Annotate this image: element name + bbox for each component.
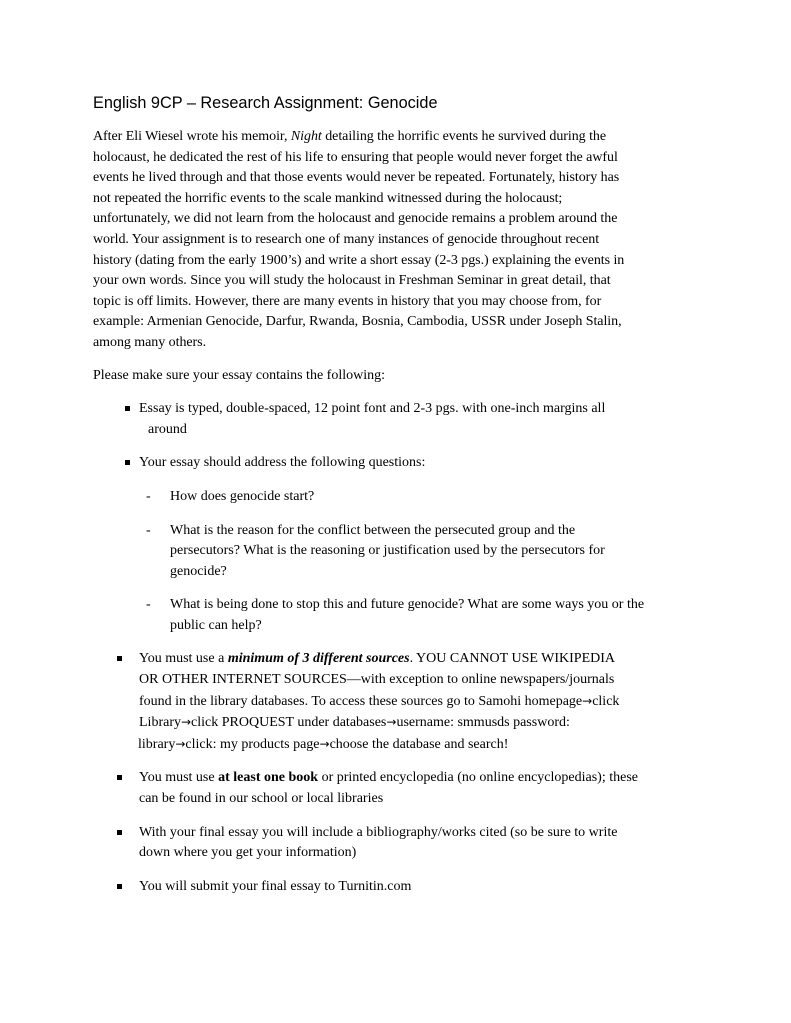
intro-line: your own words. Since you will study the holocaust in Freshman Seminar in great detail, that [93, 273, 611, 289]
square-bullet-icon [117, 884, 122, 889]
square-bullet-icon [125, 406, 130, 411]
intro-line: After Eli Wiesel wrote his memoir, Night detailing the horrific events he survived during the [93, 129, 607, 144]
intro-line: example: Armenian Genocide, Darfur, Rwanda, Bosnia, Cambodia, USSR under Joseph Stalin, [93, 314, 622, 330]
right-arrow-icon: → [582, 693, 593, 708]
intro-line: topic is off limits. However, there are many events in history that you may choose from, for [93, 293, 602, 309]
document-page [93, 92, 708, 910]
requirements-intro: Please make sure your essay contains the following: [93, 367, 385, 383]
dash-bullet-icon: - [146, 522, 151, 538]
right-arrow-icon: → [180, 715, 192, 730]
emphasis-min-sources: minimum of 3 different sources [227, 651, 410, 667]
intro-line: holocaust, he dedicated the rest of his life to ensuring that people would never forget the awful [93, 149, 618, 165]
requirement-submit: You will submit your final essay to Turnitin.com [93, 877, 708, 898]
book-title-night: Night [290, 129, 322, 144]
right-arrow-icon: → [319, 736, 330, 751]
question-item: - What is the reason for the conflict between the persecuted group and the persecutors? What is the reasoning or justification used by the persecutors for genocide? [146, 522, 605, 579]
requirement-book: You must use at least one book or printed encyclopedia (no online encyclopedias); these can be found in our school or local libraries [93, 768, 708, 809]
question-item: - What is being done to stop this and future genocide? What are some ways you or the public can help? [146, 597, 645, 633]
intro-line: history (dating from the early 1900’s) and write a short essay (2-3 pgs.) explaining the events in [93, 252, 625, 268]
requirement-questions: Your essay should address the following questions: [93, 453, 708, 474]
dash-bullet-icon: - [146, 597, 151, 613]
requirement-bibliography: With your final essay you will include a bibliography/works cited (so be sure to write down where you get your information) [93, 823, 708, 864]
square-bullet-icon [117, 656, 122, 661]
emphasis-one-book: at least one book [218, 770, 319, 786]
requirement-format: Essay is typed, double-spaced, 12 point font and 2-3 pgs. with one-inch margins all around [93, 399, 708, 440]
intro-line: world. Your assignment is to research one of many instances of genocide throughout recent [93, 231, 600, 247]
square-bullet-icon [117, 830, 122, 835]
requirement-sources: You must use a minimum of 3 different sources. YOU CANNOT USE WIKIPEDIA OR OTHER INTERNET SOURCES—with exception to online newspapers/journals found in the library databases. To access these sources go to Samohi homepage→click Library→click PROQUEST under databases→username: smmusds password: library→click: my products page→choose the database and search! [93, 649, 708, 755]
document-title: English 9CP – Research Assignment: Genocide [93, 94, 438, 112]
dash-bullet-icon: - [146, 488, 151, 504]
square-bullet-icon [117, 775, 122, 780]
intro-line: not repeated the horrific events to the scale mankind witnessed during the holocaust; [93, 190, 563, 206]
question-item: - How does genocide start? [93, 487, 708, 508]
right-arrow-icon: → [175, 736, 186, 751]
intro-line: unfortunately, we did not learn from the holocaust and genocide remains a problem around the [93, 211, 618, 227]
intro-line: among many others. [93, 334, 207, 350]
right-arrow-icon: → [386, 715, 397, 730]
intro-paragraph [93, 127, 708, 354]
square-bullet-icon [125, 460, 130, 465]
intro-line: events he lived through and that those events would never be repeated. Fortunately, history has [93, 170, 620, 186]
